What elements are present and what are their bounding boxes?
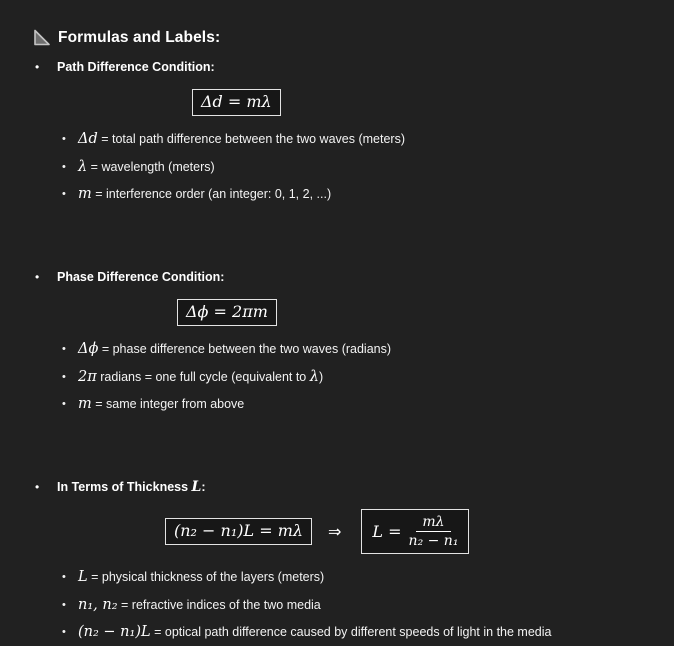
triangle-ruler-icon — [32, 29, 50, 47]
equation-row — [192, 89, 674, 116]
list-item: • 2π radians = one full cycle (equivalent to λ) — [62, 368, 324, 385]
bullet-icon: • — [62, 160, 66, 173]
section-heading — [32, 28, 674, 48]
definition-list — [0, 340, 674, 413]
fraction-denominator: n₂ − n₁ — [408, 533, 459, 549]
section-title: • Phase Difference Condition: — [35, 270, 225, 284]
bullet-icon: • — [62, 398, 66, 410]
section-title: • In Terms of Thickness L: — [35, 479, 206, 495]
fraction-numerator: mλ — [416, 514, 450, 532]
list-item: • Δd = total path difference between the two waves (meters) — [62, 131, 405, 147]
bullet-icon: • — [35, 270, 40, 284]
section-phase-difference — [0, 269, 674, 413]
bullet-icon: • — [35, 480, 40, 494]
list-item: • n₁, n₂ = refractive indices of the two media — [62, 596, 321, 613]
definition-list — [0, 568, 674, 641]
bullet-icon: • — [62, 343, 66, 355]
fraction-lhs: L = — [372, 521, 402, 541]
definition-list — [0, 130, 674, 203]
page-title: Formulas and Labels: — [58, 29, 221, 46]
equation-row — [165, 509, 674, 554]
bullet-icon: • — [62, 370, 66, 383]
boxed-equation: (n₂ − n₁)L = mλ — [165, 518, 312, 545]
list-item: • m = interference order (an integer: 0, 1, 2, ...) — [62, 186, 332, 202]
bullet-icon: • — [62, 188, 66, 200]
bullet-icon: • — [62, 571, 66, 583]
boxed-equation-fraction — [361, 509, 469, 554]
boxed-equation: Δd = mλ — [192, 89, 281, 116]
list-item: • Δϕ = phase difference between the two waves (radians) — [62, 341, 392, 357]
bullet-icon: • — [62, 598, 66, 611]
bullet-icon: • — [62, 133, 66, 145]
list-item: • m = same integer from above — [62, 396, 245, 412]
bullet-icon: • — [35, 60, 40, 74]
bullet-icon: • — [62, 626, 66, 638]
section-thickness — [0, 479, 674, 641]
equation-row — [177, 299, 674, 326]
implies-arrow-icon: ⇒ — [328, 522, 342, 541]
list-item: • λ = wavelength (meters) — [62, 158, 215, 175]
section-title: • Path Difference Condition: — [35, 60, 215, 74]
boxed-equation: Δϕ = 2πm — [177, 299, 277, 326]
section-path-difference — [0, 59, 674, 203]
list-item: • L = physical thickness of the layers (meters) — [62, 569, 325, 585]
fraction — [409, 514, 459, 549]
list-item: • (n₂ − n₁)L = optical path difference caused by different speeds of light in the media — [62, 624, 552, 640]
